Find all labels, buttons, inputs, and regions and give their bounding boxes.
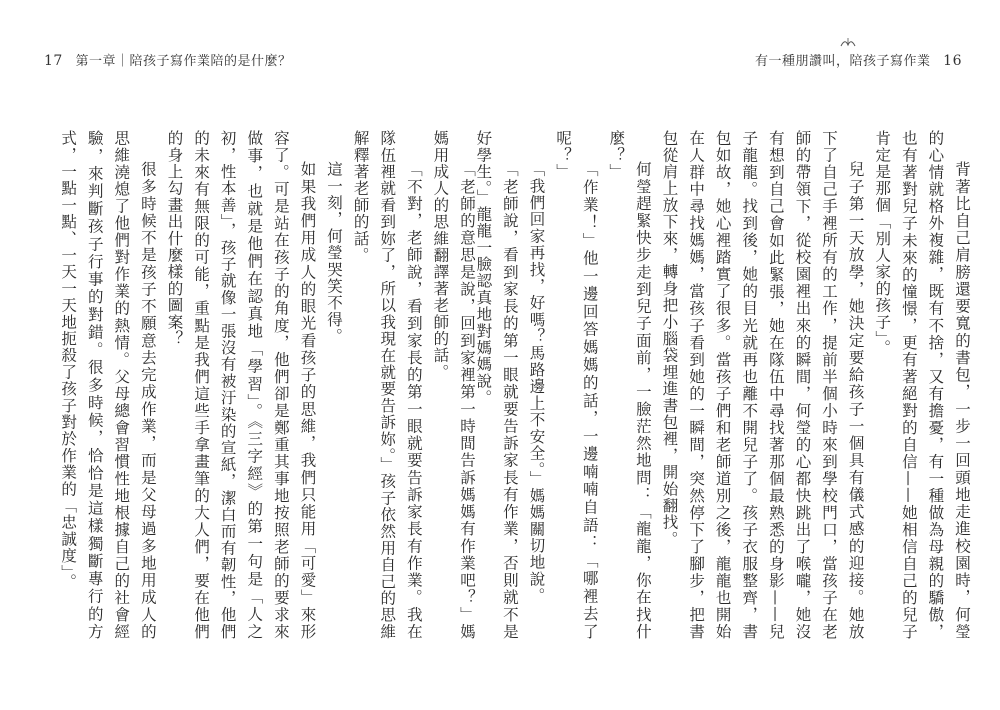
right-running-title: 有一種朋讚叫，陪孩子寫作業 xyxy=(755,54,931,69)
paragraph: 何瑩趕緊快步走到兒子面前，一臉茫然地問：「龍龍，你在找什麼？」 xyxy=(607,130,652,640)
left-page-number: 17 xyxy=(44,53,63,69)
left-running-title: 第一章｜陪孩子寫作業陪的是什麼？ xyxy=(75,54,292,69)
paragraph: 「作業！」他一邊回答媽媽的話，一邊喃喃自語：「哪裡去了呢？」 xyxy=(554,130,599,640)
paragraph: 「不對，老師說，看到家長的第一眼就要告訴家長有作業。我在隊伍裡就看到妳了，所以我現在就要告訴妳。」孩子依然用自己的思維解釋著老師的話。 xyxy=(351,130,423,640)
paragraph: 這一刻，何瑩哭笑不得。 xyxy=(325,161,344,345)
paragraph: 兒子第一天放學，她決定要給孩子一個具有儀式感的迎接。她放下了自己手裡所有的工作，提前半個小時來到學校門口，當孩子在老師的帶領下，從校園裡出來的瞬間，何瑩的心都快跳出了喉嚨，她沒有想到自己會如此緊張，她在隊伍中尋找著那個最熟悉的身影——兒子龍龍。找到後，她的目光就再也離不開兒子了。孩子衣服整齊，書包如故，她心裡踏實了很多。當孩子們和老師道別之後，龍龍也開始在人群中尋找媽媽，當孩子看到她的一瞬間，突然停下了腳步，把書包從肩上放下來，轉身把小腦袋埋進書包裡，開始翻找。 xyxy=(660,130,865,640)
right-page-number: 16 xyxy=(943,53,962,69)
paragraph: 如果我們用成人的眼光看孩子的思維，我們只能用「可愛」來形容了。可是站在孩子的角度，他們卻是鄭重其事地按照老師的要求來做事，也就是他們在認真地「學習」。《三字經》的第一句是「人之初，性本善」，孩子就像一張沒有被汙染的宣紙，潔白而有韌性，他們的未來有無限的可能，重點是我們這些手拿畫筆的大人們，要在他們的身上勾畫出什麼樣的圖案？ xyxy=(165,130,317,640)
right-page-header xyxy=(755,50,970,69)
paragraph: 背著比自己肩膀還要寬的書包，一步一回頭地走進校園時，何瑩的心情就格外複雜，既有不捨，又有擔憂，有一種做為母親的驕傲，也有著對兒子未來的憧憬，更有著絕對的自信——她相信自己的兒子肯定是那個「別人家的孩子」。 xyxy=(873,130,971,640)
left-page-header xyxy=(36,50,291,69)
left-page-body xyxy=(40,130,480,640)
paragraph: 「老師的意思是說，回到家裡第一時間告訴媽媽有作業吧？」媽媽用成人的思維翻譯著老師的話。 xyxy=(431,130,476,640)
right-page-body xyxy=(474,130,975,640)
paragraph: 很多時候不是孩子不願意去完成作業，而是父母過多地用成人的思維澆熄了他們對作業的熱情。父母總會習慣性地根據自己的社會經驗，來判斷孩子行事的對錯。很多時候，恰恰是這樣獨斷專行的方式，一點一點、一天一天地扼殺了孩子對於作業的「忠誠度」。 xyxy=(59,130,157,640)
paragraph: 「我們回家再找，好嗎？馬路邊上不安全。」媽媽關切地說。 xyxy=(527,161,546,605)
paragraph: 「老師說，看到家長的第一眼就要告訴家長有作業，否則就不是好學生。」龍龍一臉認真地對媽媽說。 xyxy=(474,130,519,640)
leaf-ornament-icon xyxy=(839,36,857,48)
